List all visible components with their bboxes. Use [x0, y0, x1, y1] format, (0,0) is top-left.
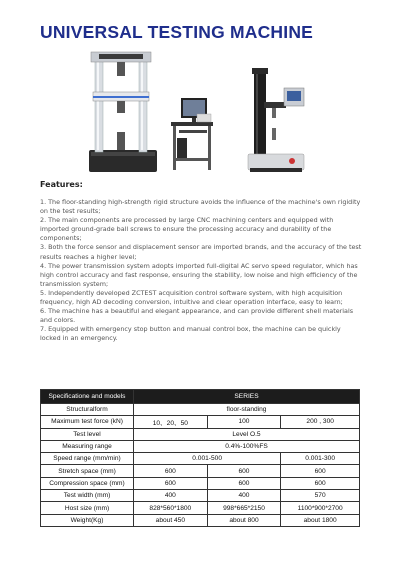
value-cell: 0.001-500: [134, 453, 281, 465]
value-cell: 400: [207, 490, 281, 502]
table-row: [41, 514, 360, 526]
page-title: UNIVERSAL TESTING MACHINE: [40, 22, 314, 42]
row-label-cell: Test width (mm): [41, 490, 134, 502]
table-row: [41, 502, 360, 514]
value-cell: about 1800: [281, 514, 360, 526]
table-row: [41, 453, 360, 465]
value-cell: 400: [134, 490, 208, 502]
row-label-cell: Host size (mm): [41, 502, 134, 514]
feature-item-4: 4. The power transmission system adopts imported full-digital AC servo speed regulator, which has high control accuracy and fast response, ensuring the stability, low noise and high efficiency of the transmission system;: [40, 261, 358, 288]
value-cell: 10、20、50: [134, 416, 208, 428]
value-cell: 600: [134, 477, 208, 489]
value-cell: Level O.5: [134, 428, 360, 440]
table-row: [41, 404, 360, 416]
value-cell: about 450: [134, 514, 208, 526]
row-label-cell: Speed range (mm/min): [41, 453, 134, 465]
value-cell: 600: [134, 465, 208, 477]
table-row: [41, 416, 360, 428]
value-cell: 998*665*2150: [207, 502, 281, 514]
value-cell: 570: [281, 490, 360, 502]
value-cell: 600: [281, 465, 360, 477]
table-row: [41, 428, 360, 440]
specification-table: [40, 389, 360, 527]
row-label-cell: Weight(Kg): [41, 514, 134, 526]
feature-item-7: 7. Equipped with emergency stop button and manual control box, the machine can be quickly locked in an emergency.: [40, 325, 341, 343]
table-header-row: [41, 390, 360, 404]
feature-item-3: 3. Both the force sensor and displacement sensor are imported brands, and the accuracy of the test results reaches a higher level;: [40, 243, 362, 261]
table-row: [41, 477, 360, 489]
value-cell: floor-standing: [134, 404, 360, 416]
features-heading: Features:: [40, 180, 83, 189]
feature-item-1: 1. The floor-standing high-strength rigid structure avoids the influence of the machine's own rigidity on the test results;: [40, 198, 361, 216]
value-cell: 1100*900*2700: [281, 502, 360, 514]
feature-item-5: 5. Independently developed ZCTEST acquisition control software system, with high acquisition frequency, high AD decoding conversion, intuitive and clear operation interface, easy to learn;: [40, 288, 343, 307]
row-label-cell: Measuring range: [41, 440, 134, 452]
header-label-cell: Specificatione and models: [41, 390, 134, 404]
value-cell: 100: [207, 416, 281, 428]
feature-item-6: 6. The machine has a beautiful and elegant appearance, and can provide different shell materials and colors.: [40, 307, 354, 325]
value-cell: 200 , 300: [281, 416, 360, 428]
single-column-machine-photo: [246, 66, 308, 174]
row-label-cell: Compression space (mm): [41, 477, 134, 489]
features-list: [40, 198, 362, 344]
row-label-cell: Test level: [41, 428, 134, 440]
value-cell: 600: [207, 465, 281, 477]
feature-item-2: 2. The main components are processed by large CNC machining centers and equipped with imported ground-grade ball screws to ensure the processing accuracy and durability of the components;: [40, 216, 334, 243]
table-row: [41, 465, 360, 477]
row-label-cell: Structuralform: [41, 404, 134, 416]
table-row: [41, 440, 360, 452]
floor-standing-machine-photo: [85, 50, 220, 175]
value-cell: 600: [281, 477, 360, 489]
row-label-cell: Stretch space (mm): [41, 465, 134, 477]
value-cell: 600: [207, 477, 281, 489]
table-row: [41, 490, 360, 502]
header-series-cell: SERIES: [134, 390, 360, 404]
value-cell: 0.001-300: [281, 453, 360, 465]
row-label-cell: Maximum test force (kN): [41, 416, 134, 428]
value-cell: 828*560*1800: [134, 502, 208, 514]
value-cell: about 800: [207, 514, 281, 526]
value-cell: 0.4%-100%FS: [134, 440, 360, 452]
